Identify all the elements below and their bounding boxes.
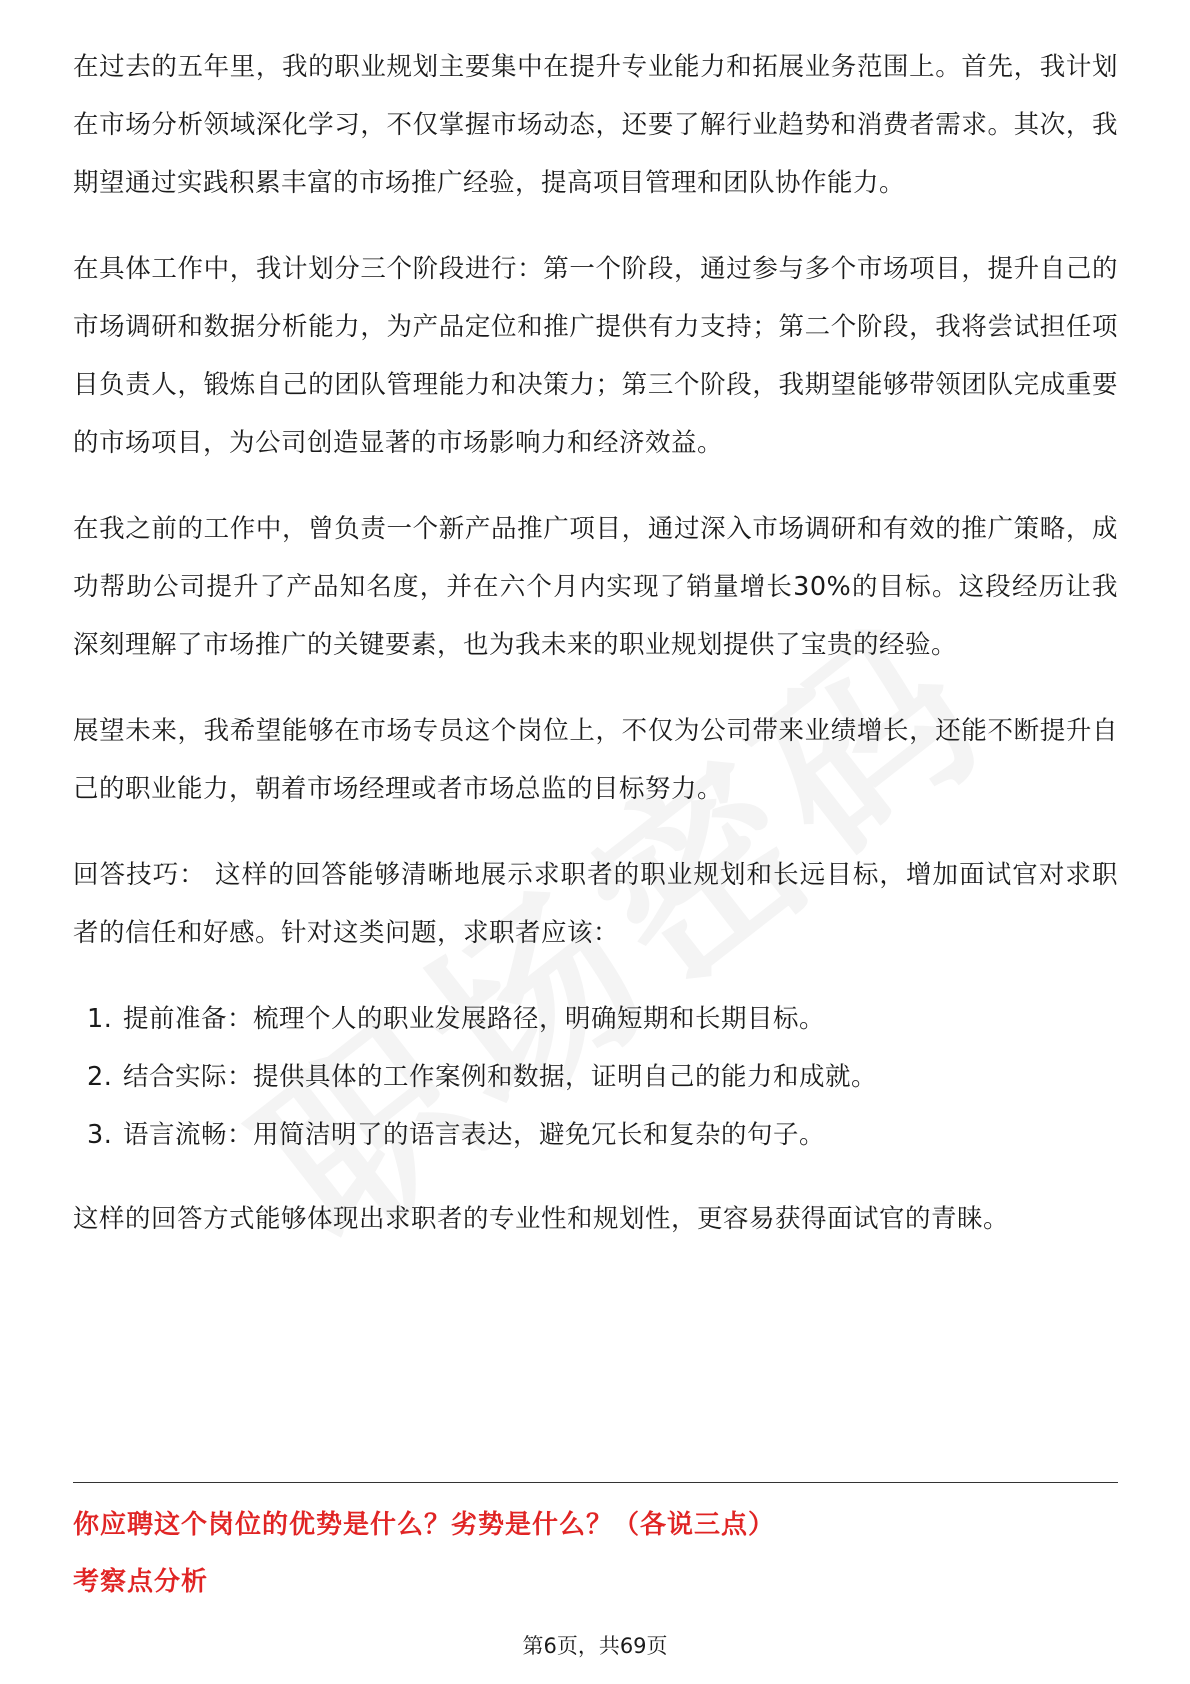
paragraph-past-experience: 在我之前的工作中，曾负责一个新产品推广项目，通过深入市场调研和有效的推广策略，成功帮助公司提升了产品知名度，并在六个月内实现了销量增长30%的目标。这段经历让我深刻理解了市场推广的关键要素，也为我未来的职业规划提供了宝贵的经验。 <box>73 514 1118 660</box>
list-text: 提前准备：梳理个人的职业发展路径，明确短期和长期目标。 <box>123 1004 826 1034</box>
list-number: 3. <box>87 1120 113 1150</box>
list-item <box>73 1048 1118 1106</box>
list-number: 2. <box>87 1062 113 1092</box>
paragraph-future-outlook: 展望未来，我希望能够在市场专员这个岗位上，不仅为公司带来业绩增长，还能不断提升自己的职业能力，朝着市场经理或者市场总监的目标努力。 <box>73 716 1118 804</box>
paragraph-career-plan: 在过去的五年里，我的职业规划主要集中在提升专业能力和拓展业务范围上。首先，我计划在市场分析领域深化学习，不仅掌握市场动态，还要了解行业趋势和消费者需求。其次，我期望通过实践积累丰富的市场推广经验，提高项目管理和团队协作能力。 <box>73 52 1118 198</box>
paragraph-answer-tips: 回答技巧： 这样的回答能够清晰地展示求职者的职业规划和长远目标，增加面试官对求职者的信任和好感。针对这类问题，求职者应该： <box>73 860 1118 948</box>
next-question-subtitle: 考察点分析 <box>73 1567 209 1597</box>
next-question-title: 你应聘这个岗位的优势是什么？劣势是什么？（各说三点） <box>73 1510 776 1540</box>
list-item <box>73 990 1118 1048</box>
list-text: 语言流畅：用简洁明了的语言表达，避免冗长和复杂的句子。 <box>123 1120 826 1150</box>
section-divider <box>73 1482 1118 1483</box>
list-text: 结合实际：提供具体的工作案例和数据，证明自己的能力和成就。 <box>123 1062 878 1092</box>
list-item <box>73 1106 1118 1164</box>
list-number: 1. <box>87 1004 113 1034</box>
paragraph-three-stages: 在具体工作中，我计划分三个阶段进行：第一个阶段，通过参与多个市场项目，提升自己的市场调研和数据分析能力，为产品定位和推广提供有力支持；第二个阶段，我将尝试担任项目负责人，锻炼自己的团队管理能力和决策力；第三个阶段，我期望能够带领团队完成重要的市场项目，为公司创造显著的市场影响力和经济效益。 <box>73 254 1118 458</box>
tips-list <box>73 990 1118 1164</box>
page-footer: 第6页，共69页 <box>522 1634 668 1658</box>
page-content <box>73 38 1118 1276</box>
paragraph-closing: 这样的回答方式能够体现出求职者的专业性和规划性，更容易获得面试官的青睐。 <box>73 1204 1010 1234</box>
